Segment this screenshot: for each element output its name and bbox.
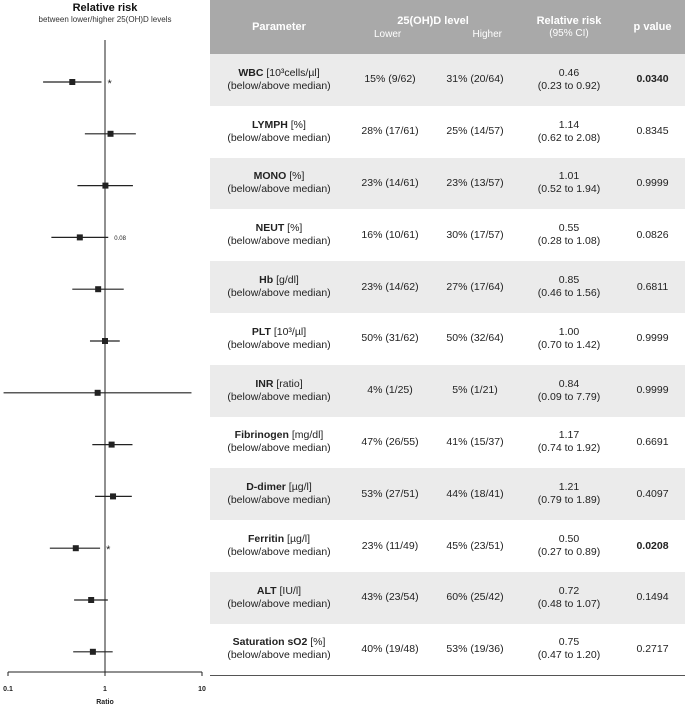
cell-lower: 15% (9/62) <box>364 73 416 86</box>
parameter-name: INR <box>255 377 274 390</box>
x-tick-label: 10 <box>198 686 206 693</box>
table-row <box>210 158 685 210</box>
cell-parameter <box>210 313 348 365</box>
header-parameter: Parameter <box>252 21 306 33</box>
header-higher: Higher <box>472 28 502 40</box>
parameter-unit: [µg/l] <box>285 481 312 494</box>
cell-p-value: 0.6811 <box>636 280 669 293</box>
point-estimate <box>73 545 79 551</box>
rr-ci: (0.46 to 1.56) <box>537 287 601 300</box>
cell-parameter <box>210 209 348 261</box>
forest-plot <box>0 0 210 706</box>
rr-value: 0.72 <box>558 584 580 597</box>
parameter-qualifier: (below/above median) <box>227 390 331 403</box>
cell-higher: 50% (32/64) <box>446 332 504 345</box>
rr-value: 1.21 <box>558 481 580 494</box>
parameter-qualifier: (below/above median) <box>227 235 331 248</box>
cell-relative-risk <box>518 261 620 313</box>
parameter-qualifier: (below/above median) <box>227 131 331 144</box>
parameter-unit: [mg/dl] <box>288 429 324 442</box>
x-tick-label: 1 <box>103 686 107 693</box>
cell-relative-risk <box>518 417 620 469</box>
cell-relative-risk <box>518 54 620 106</box>
cell-higher: 60% (25/42) <box>446 591 504 604</box>
cell-parameter <box>210 261 348 313</box>
parameter-qualifier: (below/above median) <box>227 546 331 559</box>
rr-ci: (0.74 to 1.92) <box>537 442 601 455</box>
table-row <box>210 261 685 313</box>
point-estimate <box>77 234 83 240</box>
results-table <box>210 0 685 676</box>
parameter-qualifier: (below/above median) <box>227 649 331 662</box>
rr-ci: (0.70 to 1.42) <box>537 338 601 351</box>
rr-value: 0.50 <box>558 533 580 546</box>
forest-plot-title: Relative risk <box>72 2 138 14</box>
cell-p-value: 0.2717 <box>620 624 685 676</box>
cell-parameter <box>210 417 348 469</box>
parameter-name: Fibrinogen <box>234 429 289 442</box>
cell-higher: 44% (18/41) <box>446 487 504 500</box>
parameter-name: LYMPH <box>252 118 288 131</box>
cell-lower: 23% (11/49) <box>361 539 419 552</box>
rr-value: 0.46 <box>558 66 580 79</box>
point-estimate <box>102 183 108 189</box>
rr-value: 1.17 <box>558 429 580 442</box>
table-row <box>210 209 685 261</box>
point-estimate <box>69 79 75 85</box>
cell-higher: 25% (14/57) <box>446 125 504 138</box>
parameter-unit: [ratio] <box>273 377 303 390</box>
cell-p-value: 0.4097 <box>636 487 669 500</box>
cell-relative-risk <box>518 106 620 158</box>
point-estimate <box>90 649 96 655</box>
cell-lower: 23% (14/62) <box>361 280 419 293</box>
parameter-name: D-dimer <box>246 481 286 494</box>
cell-higher: 23% (13/57) <box>446 176 504 189</box>
cell-p-value: 0.1494 <box>636 591 669 604</box>
header-level-label: 25(OH)D level <box>397 14 469 27</box>
rr-value: 0.55 <box>558 222 580 235</box>
cell-higher: 5% (1/21) <box>452 384 498 397</box>
header-lower: Lower <box>374 28 402 40</box>
cell-p-value: 0.9999 <box>636 332 669 345</box>
table-row <box>210 106 685 158</box>
header-rr-label: Relative risk <box>536 15 602 27</box>
parameter-unit: [%] <box>286 170 305 183</box>
parameter-unit: [IU/l] <box>276 584 302 597</box>
header-rr-ci: (95% CI) <box>549 28 589 39</box>
cell-parameter <box>210 624 348 676</box>
cell-parameter <box>210 106 348 158</box>
cell-lower: 23% (14/61) <box>361 176 419 189</box>
parameter-name: ALT <box>256 584 277 597</box>
cell-lower: 50% (31/62) <box>361 332 419 345</box>
parameter-name: PLT <box>251 325 271 338</box>
cell-lower: 40% (19/48) <box>348 624 432 676</box>
rr-value: 0.75 <box>558 636 580 649</box>
cell-relative-risk <box>518 468 620 520</box>
cell-higher: 27% (17/64) <box>446 280 504 293</box>
cell-p-value: 0.0340 <box>636 73 669 86</box>
cell-p-value: 0.0208 <box>636 539 669 552</box>
cell-relative-risk <box>518 624 620 676</box>
cell-higher: 41% (15/37) <box>446 435 504 448</box>
significance-star: * <box>106 544 111 557</box>
rr-ci: (0.52 to 1.94) <box>537 183 601 196</box>
cell-lower: 47% (26/55) <box>361 435 419 448</box>
table-row <box>210 54 685 106</box>
parameter-name: WBC <box>238 66 264 79</box>
parameter-name: Saturation sO2 <box>232 636 308 649</box>
cell-p-value: 0.9999 <box>636 384 669 397</box>
point-estimate <box>108 131 114 137</box>
rr-ci: (0.79 to 1.89) <box>537 494 601 507</box>
table-row <box>210 417 685 469</box>
cell-lower: 4% (1/25) <box>367 384 413 397</box>
x-tick-label: 0.1 <box>3 686 13 693</box>
parameter-unit: [%] <box>284 222 303 235</box>
header-relative-risk <box>518 0 620 54</box>
rr-ci: (0.48 to 1.07) <box>537 597 601 610</box>
rr-ci: (0.28 to 1.08) <box>537 235 601 248</box>
rr-value: 1.00 <box>558 325 580 338</box>
cell-relative-risk <box>518 313 620 365</box>
parameter-unit: [g/dl] <box>273 274 299 287</box>
cell-higher: 45% (23/51) <box>446 539 504 552</box>
point-estimate <box>95 286 101 292</box>
significance-star: * <box>107 78 112 90</box>
parameter-unit: [10³/µl] <box>270 325 307 338</box>
table-row <box>210 365 685 417</box>
table-header-row <box>210 0 685 54</box>
header-25ohd-level <box>348 0 518 54</box>
parameter-name: Ferritin <box>247 533 285 546</box>
cell-lower: 53% (27/51) <box>361 487 419 500</box>
rr-value: 1.01 <box>558 170 580 183</box>
header-p-value: p value <box>633 21 672 33</box>
rr-ci: (0.62 to 2.08) <box>537 131 601 144</box>
forest-plot-subtitle: between lower/higher 25(OH)D levels <box>38 15 172 24</box>
point-estimate <box>110 493 116 499</box>
parameter-unit: [%] <box>287 118 306 131</box>
cell-p-value: 0.9999 <box>636 176 669 189</box>
cell-parameter <box>210 468 348 520</box>
parameter-name: NEUT <box>255 222 285 235</box>
parameter-unit: [µg/l] <box>284 533 311 546</box>
cell-relative-risk <box>518 572 620 624</box>
rr-value: 1.14 <box>558 118 580 131</box>
p-annotation: 0.08 <box>114 235 126 242</box>
cell-relative-risk <box>518 158 620 210</box>
parameter-qualifier: (below/above median) <box>227 494 331 507</box>
parameter-unit: [10³cells/µl] <box>263 66 320 79</box>
cell-lower: 16% (10/61) <box>361 228 419 241</box>
cell-relative-risk <box>518 209 620 261</box>
cell-higher: 53% (19/36) <box>432 624 518 676</box>
point-estimate <box>109 442 115 448</box>
parameter-qualifier: (below/above median) <box>227 442 331 455</box>
cell-parameter <box>210 54 348 106</box>
parameter-unit: [%] <box>307 636 326 649</box>
rr-value: 0.84 <box>558 377 580 390</box>
parameter-qualifier: (below/above median) <box>227 287 331 300</box>
parameter-qualifier: (below/above median) <box>227 338 331 351</box>
table-row <box>210 572 685 624</box>
point-estimate <box>95 390 101 396</box>
cell-parameter <box>210 158 348 210</box>
cell-p-value: 0.8345 <box>636 125 669 138</box>
rr-ci: (0.47 to 1.20) <box>537 649 601 662</box>
results-table-container <box>210 0 685 676</box>
cell-higher: 30% (17/57) <box>446 228 504 241</box>
cell-higher: 31% (20/64) <box>446 73 504 86</box>
point-estimate <box>88 597 94 603</box>
parameter-qualifier: (below/above median) <box>227 597 331 610</box>
table-row <box>210 520 685 572</box>
cell-relative-risk <box>518 365 620 417</box>
table-body <box>210 54 685 676</box>
parameter-name: Hb <box>259 274 274 287</box>
parameter-name: MONO <box>253 170 287 183</box>
cell-parameter <box>210 365 348 417</box>
parameter-qualifier: (below/above median) <box>227 183 331 196</box>
x-axis-label: Ratio <box>96 699 114 706</box>
table-row <box>210 624 685 676</box>
cell-parameter <box>210 520 348 572</box>
cell-lower: 28% (17/61) <box>361 125 419 138</box>
rr-ci: (0.09 to 7.79) <box>537 390 601 403</box>
cell-parameter <box>210 572 348 624</box>
cell-lower: 43% (23/54) <box>361 591 419 604</box>
table-row <box>210 313 685 365</box>
point-estimate <box>102 338 108 344</box>
cell-p-value: 0.0826 <box>636 228 669 241</box>
cell-relative-risk <box>518 520 620 572</box>
cell-p-value: 0.6691 <box>636 435 669 448</box>
rr-ci: (0.23 to 0.92) <box>537 79 601 92</box>
rr-value: 0.85 <box>558 274 580 287</box>
rr-ci: (0.27 to 0.89) <box>537 546 601 559</box>
table-row <box>210 468 685 520</box>
parameter-qualifier: (below/above median) <box>227 79 331 92</box>
